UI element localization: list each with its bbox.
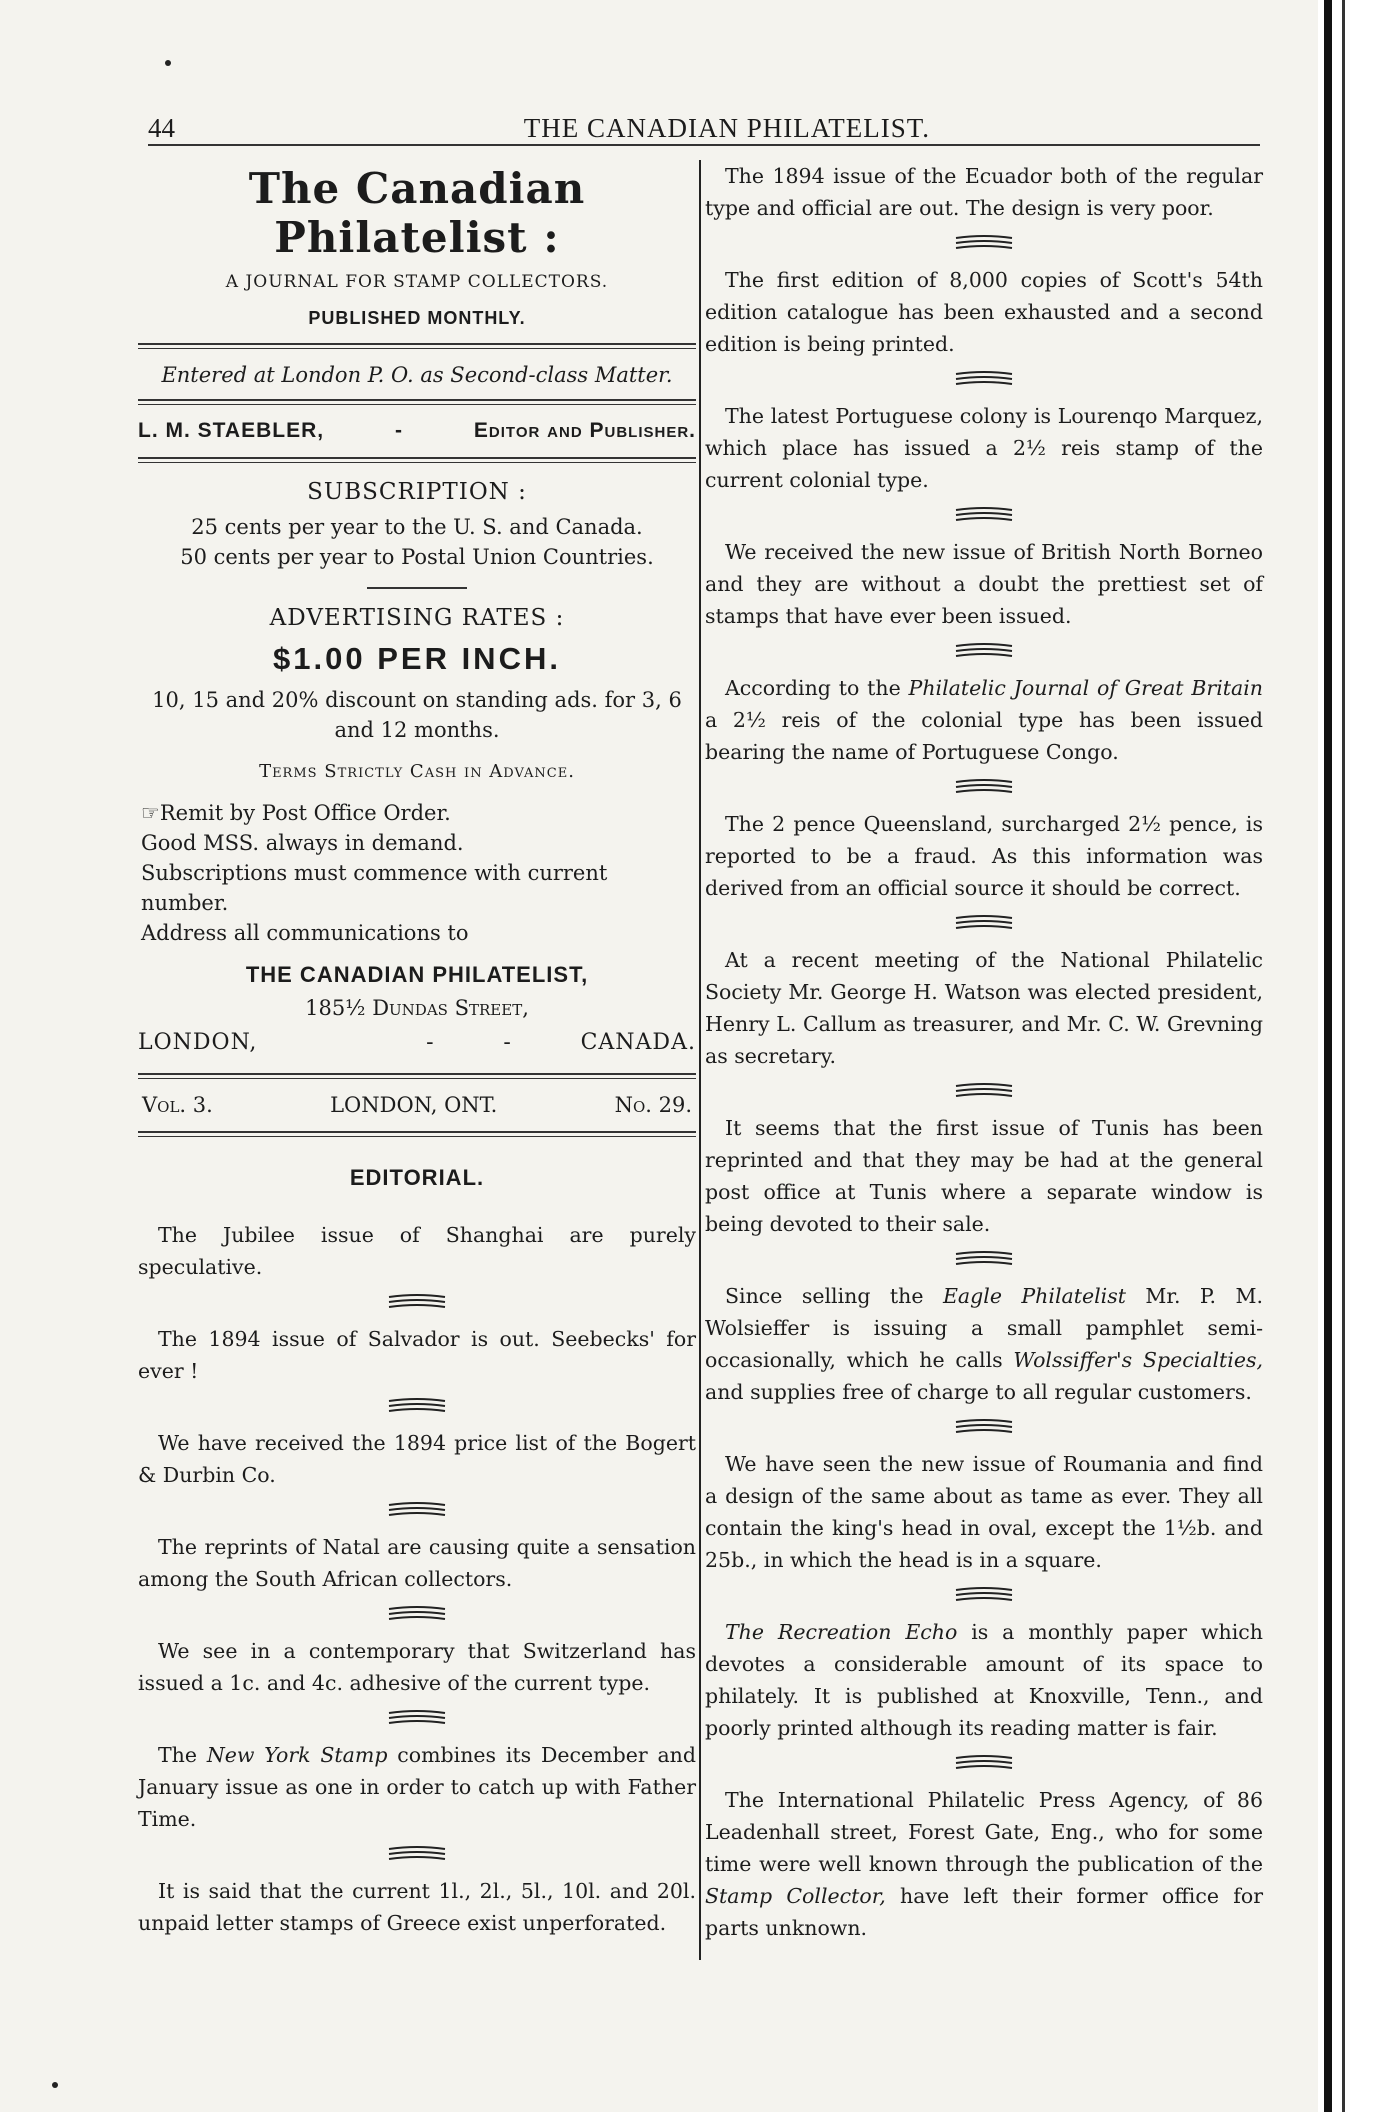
right-column xyxy=(705,160,1263,1944)
advertising-heading: ADVERTISING RATES : xyxy=(269,605,565,631)
editorial-paragraph: It is said that the current 1l., 2l., 5l., 10l. and 20l. unpaid letter stamps of Greece exist unperforated. xyxy=(138,1879,696,1935)
rule xyxy=(138,399,696,405)
editorial-paragraph: We have received the 1894 price list of the Bogert & Durbin Co. xyxy=(138,1431,696,1487)
ornament-divider xyxy=(954,1754,1014,1772)
editorial-paragraph xyxy=(705,1784,1263,1944)
masthead-title: The Canadian Philatelist : xyxy=(248,164,586,262)
text-run: The xyxy=(158,1743,207,1767)
ornament-divider xyxy=(954,642,1014,660)
published-monthly: PUBLISHED MONTHLY. xyxy=(308,308,526,328)
editorial-paragraph: It seems that the first issue of Tunis has been reprinted and that they may be had at the general post office at Tunis where a separate window is being devoted to their sale. xyxy=(705,1116,1263,1236)
text-run: have left their former office for parts unknown. xyxy=(705,1884,1263,1940)
text-run: Since selling the xyxy=(725,1284,943,1308)
ornament-divider xyxy=(387,1845,447,1863)
publication-name: New York Stamp xyxy=(206,1743,388,1767)
ornament-divider xyxy=(954,1418,1014,1436)
editorial-paragraph: The reprints of Natal are causing quite a sensation among the South African collectors. xyxy=(138,1535,696,1591)
editor-role: Editor and Publisher. xyxy=(473,419,696,442)
notes-block xyxy=(138,798,696,948)
ornament-divider xyxy=(954,370,1014,388)
address-city-line xyxy=(138,1030,696,1055)
editor-line xyxy=(138,419,696,443)
ornament-divider xyxy=(954,914,1014,932)
ornament-divider xyxy=(387,1501,447,1519)
advertising-price: $1.00 PER INCH. xyxy=(273,641,561,676)
rule xyxy=(138,343,696,349)
ornament-divider xyxy=(954,1586,1014,1604)
text-run: a 2½ reis of the colonial type has been issued bearing the name of Portuguese Congo. xyxy=(705,708,1263,764)
rule xyxy=(138,457,696,463)
editorial-paragraph: The first edition of 8,000 copies of Scott's 54th edition catalogue has been exhausted and a second edition is being printed. xyxy=(705,268,1263,356)
volume-place: LONDON, ONT. xyxy=(330,1093,498,1117)
running-title: THE CANADIAN PHILATELIST. xyxy=(523,113,930,143)
text-run: Mr. P. M. Wolsieffer is issuing a small pamphlet semi-occasionally, which he calls xyxy=(705,1284,1263,1372)
editorial-paragraph: We see in a contemporary that Switzerland has issued a 1c. and 4c. adhesive of the current type. xyxy=(138,1639,696,1695)
subscriptions-note: Subscriptions must commence with current number. xyxy=(141,861,608,915)
remit-note: ☞Remit by Post Office Order. xyxy=(141,801,451,825)
ornament-divider xyxy=(387,1605,447,1623)
editorial-paragraph: The Jubilee issue of Shanghai are purely speculative. xyxy=(138,1223,696,1279)
editor-separator: - xyxy=(395,419,404,442)
address-dash: - xyxy=(426,1030,435,1055)
rule xyxy=(138,1131,696,1137)
editorial-paragraph: At a recent meeting of the National Philatelic Society Mr. George H. Watson was elected president, Henry L. Callum as treasurer, and Mr. C. W. Grevning as secretary. xyxy=(705,948,1263,1068)
address-name: THE CANADIAN PHILATELIST, xyxy=(245,962,589,987)
publication-name: The Recreation Echo xyxy=(725,1620,958,1644)
text-run: and supplies free of charge to all regular customers. xyxy=(705,1380,1252,1404)
text-run: combines its December and January issue as one in order to catch up with Father Time. xyxy=(138,1743,697,1831)
volume-number: Vol. 3. xyxy=(142,1093,213,1117)
address-dash: - xyxy=(503,1030,512,1055)
left-column xyxy=(138,160,696,1939)
publication-name: Philatelic Journal of Great Britain xyxy=(908,676,1263,700)
editorial-paragraph xyxy=(138,1739,696,1835)
editorial-paragraph xyxy=(705,1616,1263,1744)
entered-note: Entered at London P. O. as Second-class Matter. xyxy=(161,363,673,387)
subscription-heading: SUBSCRIPTION : xyxy=(307,479,527,505)
short-rule xyxy=(367,587,467,589)
address-country: CANADA. xyxy=(580,1030,696,1055)
masthead-subtitle: A JOURNAL FOR STAMP COLLECTORS. xyxy=(225,272,609,292)
ornament-divider xyxy=(954,1250,1014,1268)
editorial-paragraph: We received the new issue of British North Borneo and they are without a doubt the prettiest set of stamps that have ever been issued. xyxy=(705,540,1263,628)
subscription-line: 50 cents per year to Postal Union Countries. xyxy=(180,545,654,569)
subscription-line: 25 cents per year to the U. S. and Canada. xyxy=(191,515,643,539)
mss-note: Good MSS. always in demand. xyxy=(141,831,464,855)
editorial-paragraph: The 2 pence Queensland, surcharged 2½ pence, is reported to be a fraud. As this information was derived from an official source it should be correct. xyxy=(705,812,1263,900)
terms-note: Terms Strictly Cash in Advance. xyxy=(259,761,575,782)
text-run: According to the xyxy=(725,676,909,700)
editorial-paragraph: The 1894 issue of Salvador is out. Seebecks' for ever ! xyxy=(138,1327,696,1383)
page-number: 44 xyxy=(148,113,175,143)
text-run: The International Philatelic Press Agency, of 86 Leadenhall street, Forest Gate, Eng., who for some time were well known through the publication of the xyxy=(705,1788,1263,1876)
editorial-heading: EDITORIAL. xyxy=(349,1165,485,1190)
ornament-divider xyxy=(954,506,1014,524)
page-edge xyxy=(1318,0,1400,2112)
page-header xyxy=(148,98,1260,146)
editorial-paragraph: The 1894 issue of the Ecuador both of the regular type and official are out. The design is very poor. xyxy=(705,164,1263,220)
address-note: Address all communications to xyxy=(141,921,469,945)
publication-name: Eagle Philatelist xyxy=(942,1284,1126,1308)
editorial-paragraph: The latest Portuguese colony is Lourenqo Marquez, which place has issued a 2½ reis stamp of the current colonial type. xyxy=(705,404,1263,492)
ornament-divider xyxy=(954,778,1014,796)
rule xyxy=(138,1073,696,1079)
discount-note: 10, 15 and 20% discount on standing ads. for 3, 6 and 12 months. xyxy=(152,688,682,742)
editorial-paragraph: We have seen the new issue of Roumania and find a design of the same about as tame as ever. They all contain the king's head in oval, except the 1½b. and 25b., in which the head is in a square. xyxy=(705,1452,1263,1572)
publication-name: Wolssiffer's Specialties, xyxy=(1013,1348,1263,1372)
column-divider xyxy=(699,160,701,1960)
ornament-divider xyxy=(387,1293,447,1311)
ornament-divider xyxy=(954,1082,1014,1100)
editorial-paragraph xyxy=(705,1280,1263,1408)
ornament-divider xyxy=(387,1397,447,1415)
speck xyxy=(52,2082,58,2088)
editorial-paragraph xyxy=(705,672,1263,768)
editor-name: L. M. STAEBLER, xyxy=(138,419,325,442)
text-run: is a monthly paper which devotes a considerable amount of its space to philately. It is published at Knoxville, Tenn., and poorly printed although its reading matter is fair. xyxy=(705,1620,1263,1740)
speck xyxy=(165,60,171,66)
address-street: 185½ Dundas Street, xyxy=(305,996,529,1020)
publication-name: Stamp Collector, xyxy=(705,1884,886,1908)
issue-number: No. 29. xyxy=(614,1093,692,1117)
ornament-divider xyxy=(954,234,1014,252)
ornament-divider xyxy=(387,1709,447,1727)
volume-line xyxy=(138,1093,696,1117)
address-city: LONDON, xyxy=(138,1030,258,1055)
